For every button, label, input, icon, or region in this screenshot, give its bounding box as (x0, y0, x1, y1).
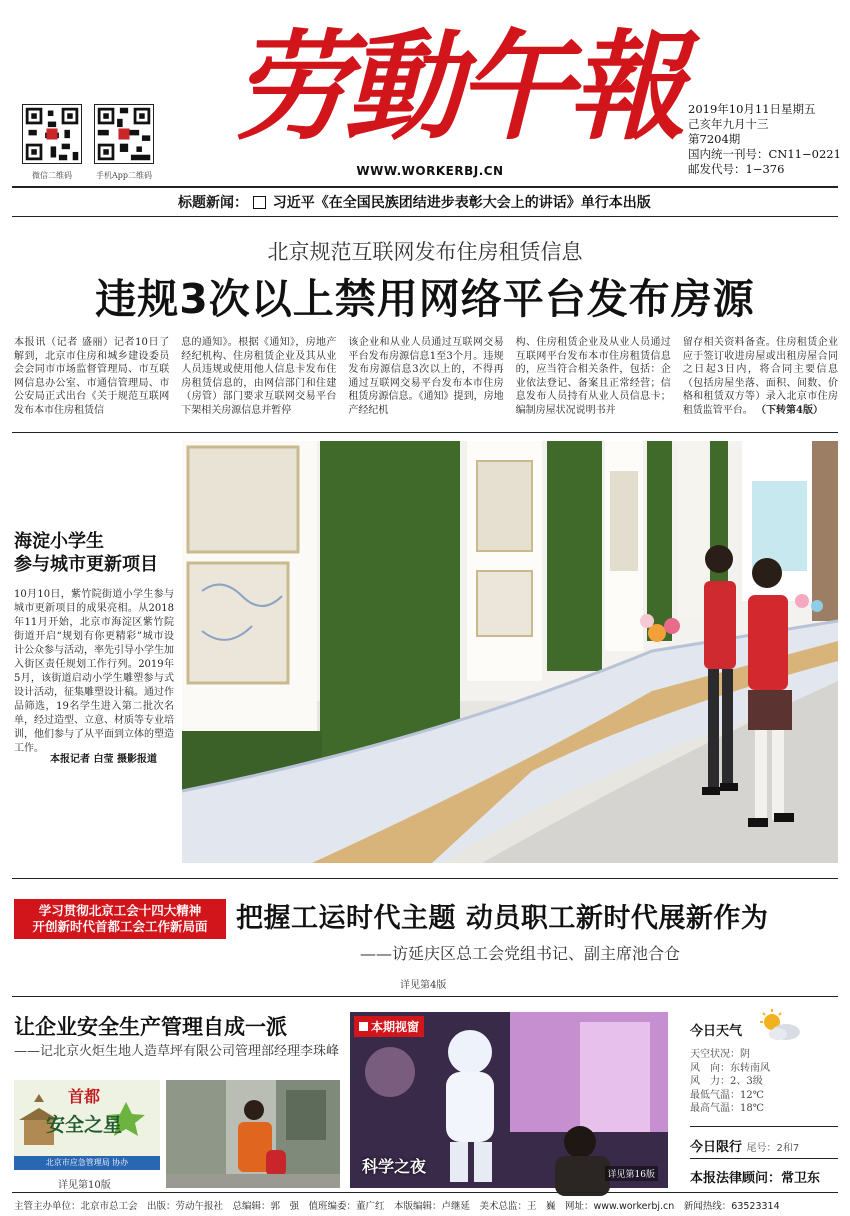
app-qr-code (94, 104, 154, 164)
traffic-limit (690, 1136, 799, 1155)
issue-cn-number: 国内统一刊号：CN11−0221 (688, 147, 841, 161)
weather-wind-force: 风 力：2、3级 (690, 1076, 763, 1087)
window-see-more[interactable]: 详见第16版 (605, 1166, 658, 1181)
masthead-divider (12, 186, 838, 188)
headline-news-label: 标题新闻： (178, 195, 248, 211)
logo-top-text: 首都 (68, 1087, 101, 1106)
legal-adviser (690, 1167, 820, 1186)
issue-lunar-date: 己亥年九月十三 (688, 117, 769, 131)
feature-see-more[interactable]: 详见第4版 (400, 980, 447, 991)
window-caption: 科学之夜 (362, 1157, 427, 1176)
photo-story-credit: 本报记者 白莹 摄影报道 (50, 754, 157, 765)
photo-story-title[interactable] (14, 530, 174, 576)
masthead-title: 劳動午報 (232, 17, 681, 156)
partly-cloudy-icon (756, 1008, 802, 1044)
feature-headline[interactable]: 把握工运时代主题 动员职工新时代展新作为 (236, 903, 769, 934)
campaign-red-box[interactable] (14, 899, 226, 939)
lead-column-5-text: 留存相关资料备查。住房租赁企业应于签订收进房屋或出租房屋合同之日起3日内，将合同主要信息（包括房屋坐落、面积、间数、价格和租赁双方等）录入北京市住房租赁监管平台。 (682, 337, 839, 416)
photo-story-title-line-2: 参与城市更新项目 (14, 554, 158, 575)
traffic-limit-prefix: 尾号： (746, 1143, 777, 1154)
weather-details (690, 1048, 770, 1116)
photo-story-body: 10月10日，紫竹院街道小学生参与城市更新项目的成果亮相。从2018年11月开始，北京市海淀区紫竹院街道开启“规划有你更精彩”城市设计公众参与活动，率先引导小学生加入街区责任规划工作行列。2019年5月，该街道启动小学生雕塑参与式设计活动，征集雕塑设计稿。通过作品筛选，19名学生进入第二批次名单，经过造型、立意、材质等专业培训，他们参与了从平面到立体的塑造工作。 (14, 589, 174, 754)
weather-divider (690, 1126, 838, 1127)
lead-column-4: 构、住房租赁企业及从业人员通过互联网平台发布本市住房租赁信息的，应当符合相关条件，包括：企业依法登记、备案且正常经营；信息发布人员持有从业人员信息卡；编制房屋状况说明书并 (515, 337, 671, 416)
logo-main-text: 安全之星 (46, 1114, 123, 1136)
headline-news-divider (12, 216, 838, 217)
masthead-url[interactable]: WWW.WORKERBJ.CN (356, 164, 504, 178)
campaign-line-2: 开创新时代首都工会工作新局面 (32, 919, 208, 934)
logo-footer-text: 北京市应急管理局 协办 (45, 1158, 129, 1167)
weather-title: 今日天气 (690, 1024, 743, 1039)
campaign-line-1: 学习贯彻北京工会十四大精神 (38, 903, 202, 918)
weather-high-temp: 最高气温：18℃ (690, 1103, 764, 1114)
feature-subhead: ——访延庆区总工会党组书记、副主席池合仓 (360, 944, 681, 963)
lead-column-2: 息的通知》。根据《通知》，房地产经纪机构、住房租赁企业及其从业人员违规或使用他人信息卡发布住房租赁信息的，由网信部门和住建（房管）部门要求互联网交易平台下架相关房源信息并暂停 (181, 337, 337, 416)
photo-story-title-line-1: 海淀小学生 (14, 531, 104, 552)
issue-number: 第7204期 (688, 132, 741, 146)
photo-illustration (182, 441, 838, 863)
window-photo[interactable] (350, 1012, 668, 1188)
issue-postal-code: 邮发代号：1−376 (688, 162, 785, 176)
issue-date: 2019年10月11日星期五 (688, 102, 816, 116)
limit-divider (690, 1158, 838, 1159)
window-label (354, 1016, 424, 1037)
lead-column-5 (683, 336, 838, 428)
headline-news-text: 习近平《在全国民族团结进步表彰大会上的讲话》单行本出版 (272, 195, 651, 211)
square-bullet-icon (359, 1022, 368, 1031)
weather-sky: 天空状况：阴 (690, 1049, 750, 1060)
footer-divider (12, 1192, 838, 1193)
lead-divider (12, 432, 838, 433)
school-girls-photo[interactable] (182, 441, 838, 863)
weather-low-temp: 最低气温：12℃ (690, 1089, 764, 1101)
qr-caption-wechat: 微信二维码 (32, 171, 72, 180)
bottom-subhead: ——记北京火炬生地人造草坪有限公司管理部经理李珠峰 (14, 1044, 340, 1059)
safety-star-logo[interactable] (14, 1080, 160, 1170)
window-label-text: 本期视窗 (371, 1020, 420, 1034)
lead-kicker: 北京规范互联网发布住房租赁信息 (267, 240, 583, 264)
qr-code-icon (23, 105, 81, 163)
issue-info (688, 102, 848, 177)
lead-column-3: 该企业和从业人员通过互联网交易平台发布房源信息1至3个月。违规发布房源信息3次以上的，不得再通过互联网交易平台发布本市住房租赁房源信息。《通知》提到，房地产经纪机 (348, 337, 504, 416)
lead-article-body (14, 336, 838, 428)
weather-wind-direction: 风 向：东转南风 (690, 1062, 770, 1074)
worker-photo[interactable] (166, 1080, 340, 1188)
qr-caption-app: 手机App二维码 (95, 171, 153, 180)
bottom-headline[interactable]: 让企业安全生产管理自成一派 (14, 1015, 287, 1039)
checkbox-icon (253, 196, 266, 209)
footer-imprint: 主管主办单位：北京市总工会 出版：劳动午报社 总编辑：郭 强 值班编委：董广红 本版编辑：卢继延 美术总监：王 巍 网址：www.workerbj.cn 新闻热线：63523314 (14, 1201, 780, 1212)
lead-continued[interactable]: （下转第4版） (756, 404, 823, 416)
photo-divider (12, 878, 838, 879)
traffic-limit-label: 今日限行 (690, 1140, 743, 1155)
wechat-qr-code (22, 104, 82, 164)
headline-news[interactable] (178, 192, 651, 212)
qr-code-icon (95, 105, 153, 163)
legal-adviser-name: 常卫东 (781, 1171, 821, 1186)
lead-column-1: 本报讯（记者 盛丽）记者10日了解到，北京市住房和城乡建设委员会会同市市场监督管理局、市互联网信息办公室、市通信管理局、市公安局正式出台《关于规范互联网发布本市住房租赁信 (14, 337, 170, 416)
traffic-limit-value: 2和7 (776, 1143, 800, 1154)
lead-headline[interactable]: 违规3次以上禁用网络平台发布房源 (95, 275, 755, 323)
legal-adviser-label: 本报法律顾问： (690, 1171, 782, 1186)
feature-divider (12, 996, 838, 997)
bottom-see-more[interactable]: 详见第10版 (58, 1180, 111, 1191)
factory-worker-image (166, 1080, 340, 1188)
